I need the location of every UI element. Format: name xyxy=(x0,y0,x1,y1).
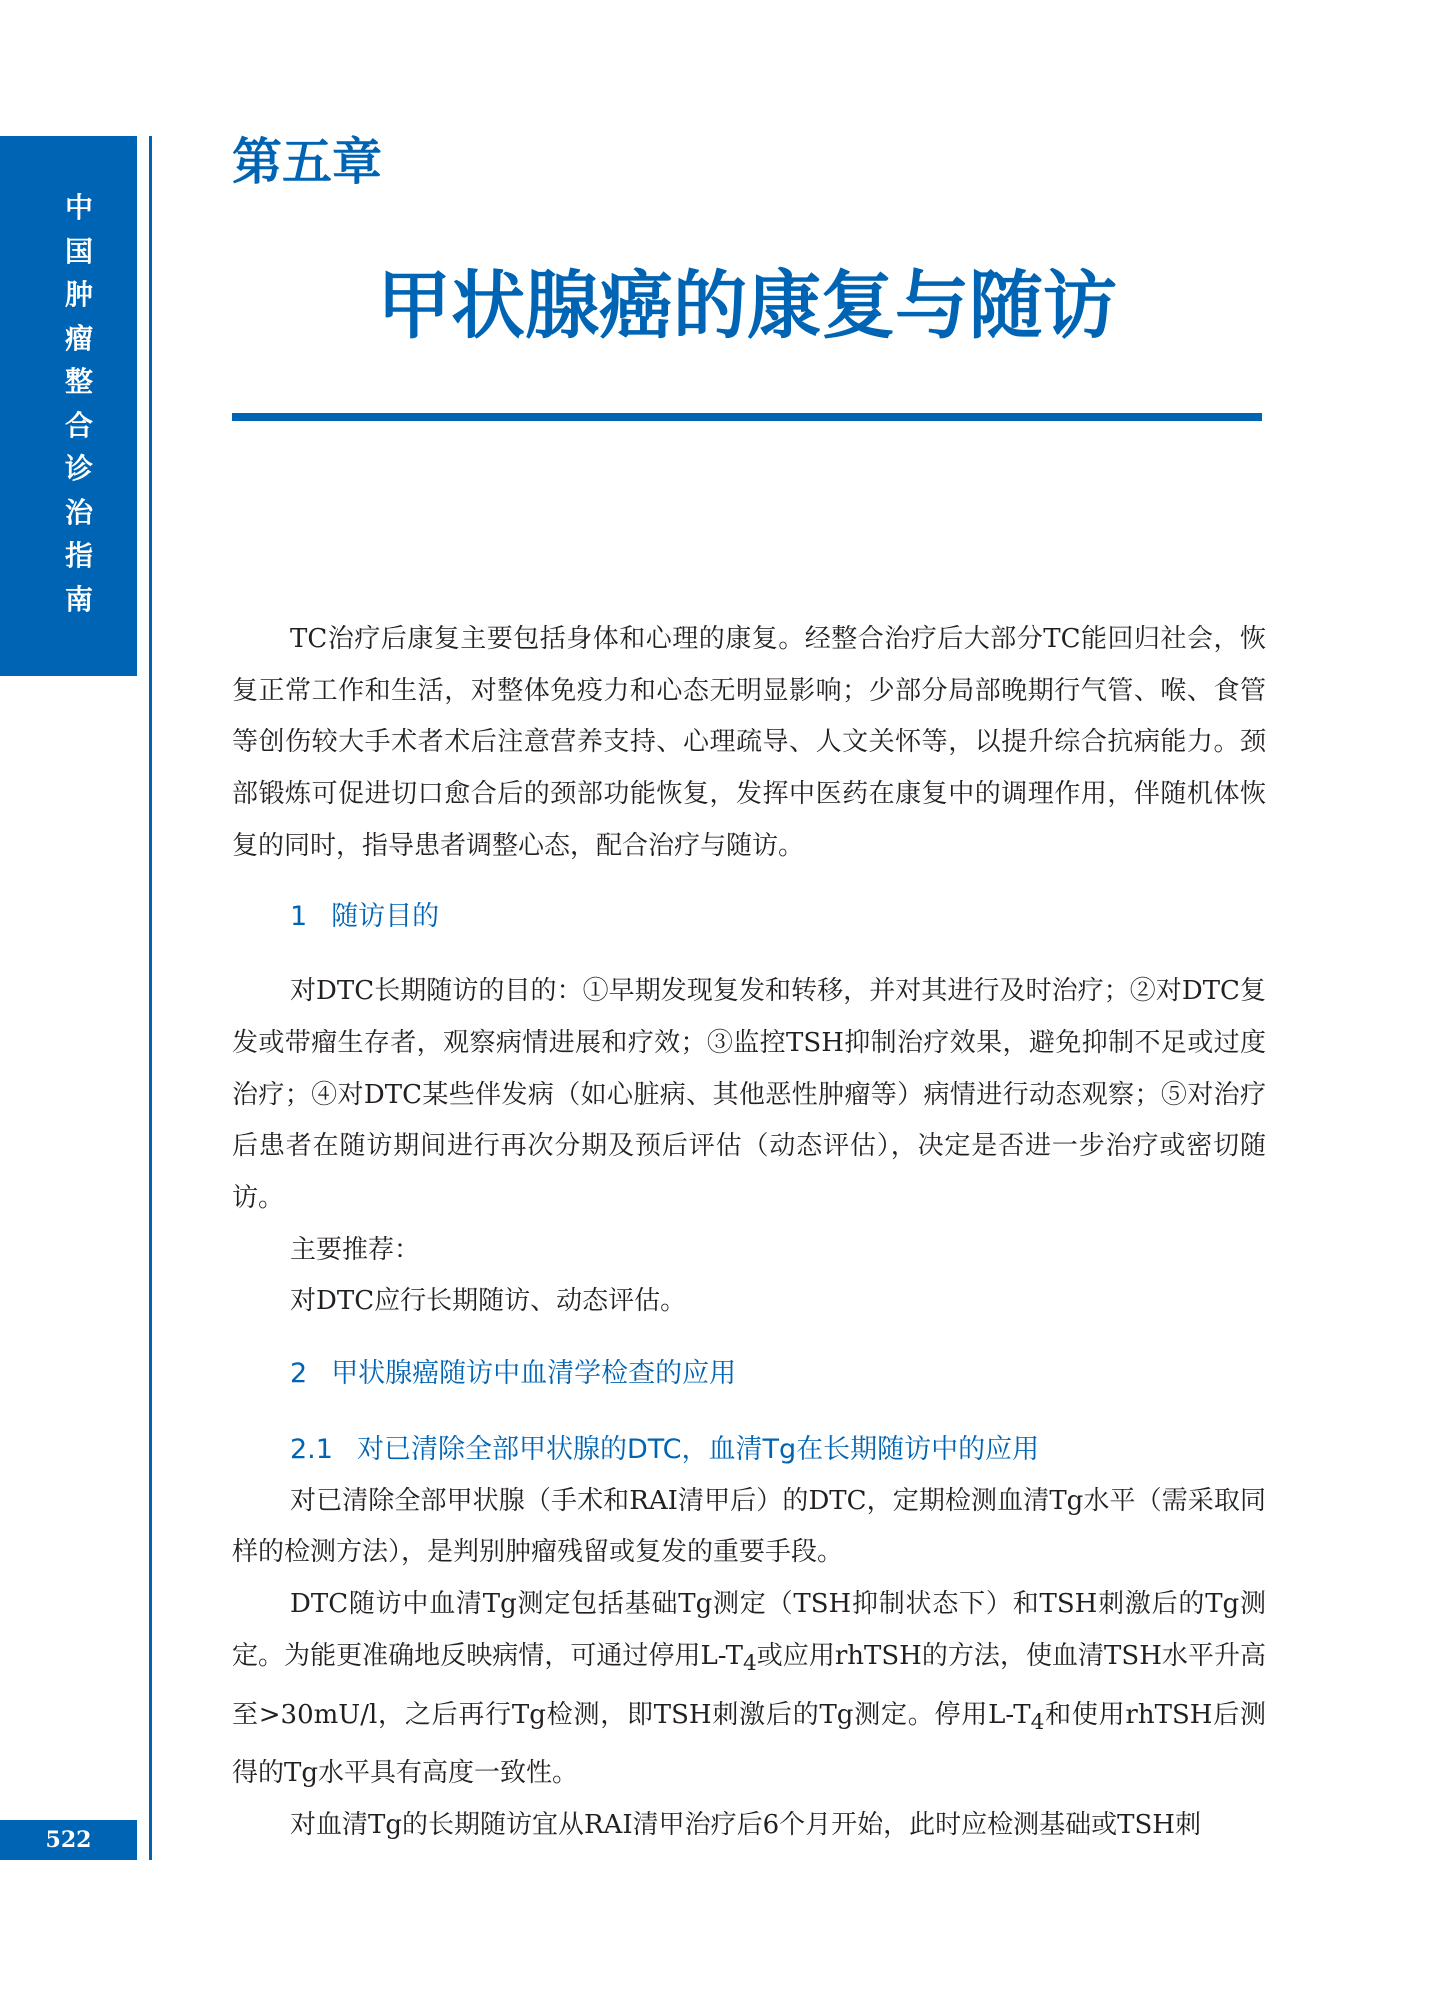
section-number: 2.1 xyxy=(290,1433,333,1465)
side-tab-char: 瘤 xyxy=(64,321,93,355)
section-number: 1 xyxy=(290,900,308,932)
section-title: 随访目的 xyxy=(331,900,440,932)
section-heading-1 xyxy=(232,891,1266,943)
side-tab-char: 诊 xyxy=(64,452,93,485)
paragraph-tg-monitoring: 对已清除全部甲状腺（手术和RAI清甲后）的DTC，定期检测血清Tg水平（需采取同样的检测方法），是判别肿瘤残留或复发的重要手段。 xyxy=(232,1485,1266,1568)
side-tab-char: 指 xyxy=(64,539,93,572)
side-tab-char: 中 xyxy=(64,191,93,224)
side-tab-char: 国 xyxy=(64,234,93,268)
section-heading-2 xyxy=(232,1348,1266,1400)
side-tab-char: 整 xyxy=(64,365,93,398)
side-tab-title xyxy=(55,186,103,621)
side-tab-char: 合 xyxy=(64,408,93,442)
subscript: 4 xyxy=(1030,1709,1045,1735)
section-heading-2-1 xyxy=(232,1424,1266,1476)
text-run: 和使用rhTSH后测得的Tg水平具有高度一致性。 xyxy=(232,1699,1266,1789)
chapter-label: 第五章 xyxy=(232,132,382,191)
recommendation-text: 对DTC应行长期随访、动态评估。 xyxy=(290,1286,687,1317)
title-rule xyxy=(232,413,1262,421)
paragraph-intro: TC治疗后康复主要包括身体和心理的康复。经整合治疗后大部分TC能回归社会，恢复正常工作和生活，对整体免疫力和心态无明显影响；少部分局部晚期行气管、喉、食管等创伤较大手术者术后注意营养支持、心理疏导、人文关怀等，以提升综合抗病能力。颈部锻炼可促进切口愈合后的颈部功能恢复，发挥中医药在康复中的调理作用，伴随机体恢复的同时，指导患者调整心态，配合治疗与随访。 xyxy=(232,624,1266,861)
text-run: 或应用rhTSH的方法，使血清TSH水平升高至>30mU/l，之后再行Tg检测，即TSH刺激后的Tg测定。停用L-T xyxy=(232,1640,1266,1730)
chapter-title: 甲状腺癌的康复与随访 xyxy=(377,263,1117,349)
paragraph-follow-up-purpose: 对DTC长期随访的目的：①早期发现复发和转移，并对其进行及时治疗；②对DTC复发或带瘤生存者，观察病情进展和疗效；③监控TSH抑制治疗效果，避免抑制不足或过度治疗；④对DTC某些伴发病（如心脏病、其他恶性肿瘤等）病情进行动态观察；⑤对治疗后患者在随访期间进行再次分期及预后评估（动态评估），决定是否进一步治疗或密切随访。 xyxy=(232,976,1266,1214)
text-run: DTC随访中血清Tg测定包括基础Tg测定（TSH抑制状态下）和TSH刺激后的Tg测定。为能更准确地反映病情，可通过停用L-T xyxy=(232,1588,1266,1671)
page-number: 522 xyxy=(0,1820,137,1860)
body-text xyxy=(232,614,1266,1852)
section-number: 2 xyxy=(290,1358,308,1390)
paragraph-tg-measurement xyxy=(232,1579,1266,1800)
side-tab-char: 南 xyxy=(64,582,93,616)
section-title: 对已清除全部甲状腺的DTC，血清Tg在长期随访中的应用 xyxy=(356,1433,1040,1465)
margin-rule xyxy=(149,136,152,1860)
subscript: 4 xyxy=(742,1650,757,1676)
recommendation-label: 主要推荐： xyxy=(290,1234,421,1265)
side-tab-char: 治 xyxy=(64,495,93,529)
side-tab-char: 肿 xyxy=(64,278,93,311)
paragraph-tg-long-term: 对血清Tg的长期随访宜从RAI清甲治疗后6个月开始，此时应检测基础或TSH刺 xyxy=(290,1810,1201,1841)
section-title: 甲状腺癌随访中血清学检查的应用 xyxy=(331,1358,737,1390)
